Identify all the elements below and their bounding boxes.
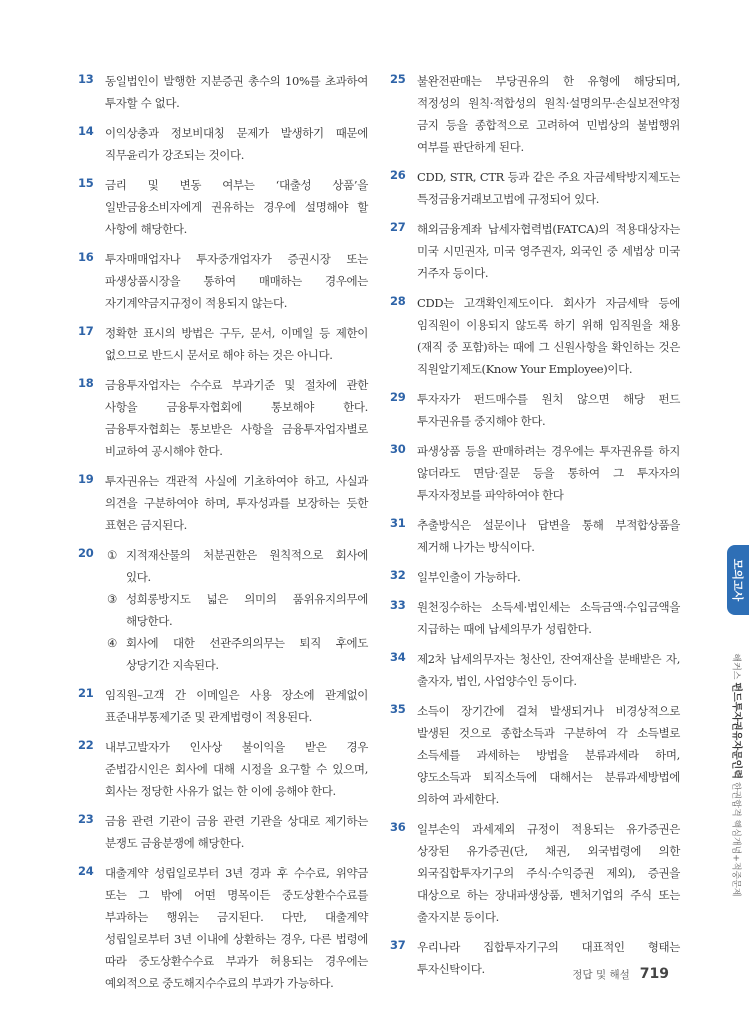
answer-text: 추출방식은 설문이나 답변을 통해 부적합상품을 제거해 나가는 방식이다.	[417, 518, 680, 554]
subitem-text: 성희롱방지도 넓은 의미의 품위유지의무에 해당한다.	[126, 592, 368, 628]
answer-text: 임직원–고객 간 이메일은 사용 장소에 관계없이 표준내부통제기준 및 관계법령이 적용된다.	[105, 688, 368, 724]
answer-item	[78, 470, 368, 536]
footer-label: 정답 및 해설	[572, 969, 630, 981]
book-subtitle: 한권합격 핵심개념+적중문제	[730, 781, 741, 897]
answer-subitem	[105, 588, 368, 632]
subitem-marker: ①	[107, 548, 118, 562]
answer-number: 16	[78, 250, 94, 264]
answer-number: 37	[390, 938, 406, 952]
subitem-marker: ③	[107, 592, 118, 606]
answer-number: 28	[390, 294, 406, 308]
answer-text: 파생상품 등을 판매하려는 경우에는 투자권유를 하지 않더라도 면담·질문 등을 통하여 그 투자자의 투자자정보를 파악하여야 한다	[417, 444, 680, 502]
answer-text: 우리나라 집합투자기구의 대표적인 형태는 투자신탁이다.	[417, 940, 680, 976]
subitem-text: 회사에 대한 선관주의의무는 퇴직 후에도 상당기간 지속된다.	[126, 636, 368, 672]
answer-item	[78, 174, 368, 240]
answer-item	[390, 292, 680, 380]
answer-number: 22	[78, 738, 94, 752]
answer-number: 30	[390, 442, 406, 456]
answer-item	[78, 544, 368, 676]
answer-text: 해외금융계좌 납세자협력법(FATCA)의 적용대상자는 미국 시민권자, 미국 영주권자, 외국인 중 세법상 미국 거주자 등이다.	[417, 222, 680, 280]
answer-item	[390, 388, 680, 432]
answer-number: 35	[390, 702, 406, 716]
answer-number: 32	[390, 568, 406, 582]
book-title	[731, 653, 746, 896]
answer-text: 이익상충과 정보비대칭 문제가 발생하기 때문에 직무윤리가 강조되는 것이다.	[105, 126, 368, 162]
answer-item	[78, 322, 368, 366]
answer-number: 23	[78, 812, 94, 826]
section-tab[interactable]	[727, 545, 749, 615]
answer-text: 투자권유는 객관적 사실에 기초하여야 하고, 사실과 의견을 구분하여야 하며, 투자성과를 보장하는 듯한 표현은 금지된다.	[105, 474, 368, 532]
answer-item	[78, 684, 368, 728]
answer-number: 25	[390, 72, 406, 86]
page-footer	[572, 966, 669, 982]
answer-item	[78, 862, 368, 994]
answer-item	[390, 440, 680, 506]
book-brand: 해커스	[730, 653, 741, 680]
answer-text: 소득이 장기간에 걸쳐 발생되거나 비경상적으로 발생된 것으로 종합소득과 구분하여 각 소득별로 소득세를 과세하는 방법을 분류과세라 하며, 양도소득과 퇴직소득에 대해서는 분류과세방법에 의하여 과세한다.	[417, 704, 680, 806]
answer-item	[390, 700, 680, 810]
right-column	[390, 70, 680, 988]
answer-text: 불완전판매는 부당권유의 한 유형에 해당되며, 적정성의 원칙·적합성의 원칙·설명의무·손실보전약정 금지 등을 종합적으로 고려하여 민법상의 불법행위 여부를 판단하게 된다.	[417, 74, 680, 154]
answer-item	[390, 818, 680, 928]
answer-item	[390, 566, 680, 588]
answer-text: 동일법인이 발행한 지분증권 총수의 10%를 초과하여 투자할 수 없다.	[105, 74, 368, 110]
answer-number: 34	[390, 650, 406, 664]
answer-number: 21	[78, 686, 94, 700]
answer-text: 일부인출이 가능하다.	[417, 570, 521, 584]
page-number: 719	[639, 966, 669, 982]
answer-text: 정확한 표시의 방법은 구두, 문서, 이메일 등 제한이 없으므로 반드시 문서로 해야 하는 것은 아니다.	[105, 326, 368, 362]
answer-item	[78, 70, 368, 114]
answer-item	[78, 374, 368, 462]
subitem-text: 지적재산물의 처분권한은 원칙적으로 회사에 있다.	[126, 548, 368, 584]
answer-number: 29	[390, 390, 406, 404]
answer-subitem	[105, 544, 368, 588]
answer-number: 13	[78, 72, 94, 86]
answer-item	[390, 166, 680, 210]
subitem-marker: ④	[107, 636, 118, 650]
answer-item	[390, 218, 680, 284]
book-main-title: 펀드투자권유자문인력	[730, 682, 742, 779]
answer-text: 투자매매업자나 투자중개업자가 증권시장 또는 파생상품시장을 통하여 매매하는 경우에는 자기계약금지규정이 적용되지 않는다.	[105, 252, 368, 310]
answer-text: 금융투자업자는 수수료 부과기준 및 절차에 관한 사항을 금융투자협회에 통보해야 한다. 금융투자협회는 통보받은 사항을 금융투자업자별로 비교하여 공시해야 한다.	[105, 378, 368, 458]
answer-number: 15	[78, 176, 94, 190]
answer-item	[390, 596, 680, 640]
answer-number: 18	[78, 376, 94, 390]
answer-number: 31	[390, 516, 406, 530]
answer-number: 19	[78, 472, 94, 486]
answer-number: 26	[390, 168, 406, 182]
answer-number: 24	[78, 864, 94, 878]
answer-number: 27	[390, 220, 406, 234]
answer-item	[390, 514, 680, 558]
answer-number: 14	[78, 124, 94, 138]
answer-text: 내부고발자가 인사상 불이익을 받은 경우 준법감시인은 회사에 대해 시정을 요구할 수 있으며, 회사는 정당한 사유가 없는 한 이에 응해야 한다.	[105, 740, 368, 798]
answer-number: 17	[78, 324, 94, 338]
answer-number: 33	[390, 598, 406, 612]
answer-text: 금융 관련 기관이 금융 관련 기관을 상대로 제기하는 분쟁도 금융분쟁에 해당한다.	[105, 814, 368, 850]
answer-item	[78, 736, 368, 802]
answer-item	[78, 248, 368, 314]
answer-text: CDD는 고객확인제도이다. 회사가 자금세탁 등에 임직원이 이용되지 않도록 하기 위해 임직원을 채용(재직 중 포함)하는 때에 그 신원사항을 확인하는 것은 직원알기제도(Know Your Employee)이다.	[417, 296, 680, 376]
answer-text: 일부손익 과세제외 규정이 적용되는 유가증권은 상장된 유가증권(단, 채권, 외국법령에 의한 외국집합투자기구의 주식·수익증권 제외), 증권을 대상으로 하는 장내파생상품, 벤처기업의 주식 또는 출자지분 등이다.	[417, 822, 680, 924]
answer-text: 제2차 납세의무자는 청산인, 잔여재산을 분배받은 자, 출자자, 법인, 사업양수인 등이다.	[417, 652, 680, 688]
answer-item	[78, 810, 368, 854]
answer-item	[390, 648, 680, 692]
answer-text: 대출계약 성립일로부터 3년 경과 후 수수료, 위약금 또는 그 밖에 어떤 명목이든 중도상환수수료를 부과하는 행위는 금지된다. 다만, 대출계약 성립일로부터 3년 이내에 상환하는 경우, 다른 법령에 따라 중도상환수수료 부과가 허용되는 경우에는 예외적으로 중도해지수수료의 부과가 가능하다.	[105, 866, 368, 990]
answer-text: 원천징수하는 소득세·법인세는 소득금액·수입금액을 지급하는 때에 납세의무가 성립한다.	[417, 600, 680, 636]
answer-number: 20	[78, 546, 94, 560]
answer-subitem	[105, 632, 368, 676]
answer-text: 금리 및 변동 여부는 ‘대출성 상품’을 일반금융소비자에게 권유하는 경우에 설명해야 할 사항에 해당한다.	[105, 178, 368, 236]
section-tab-label: 모의고사	[731, 558, 744, 602]
answer-text: 투자자가 펀드매수를 원치 않으면 해당 펀드 투자권유를 중지해야 한다.	[417, 392, 680, 428]
left-column	[78, 70, 368, 1002]
answer-number: 36	[390, 820, 406, 834]
answer-item	[78, 122, 368, 166]
answer-text: CDD, STR, CTR 등과 같은 주요 자금세탁방지제도는 특정금융거래보고법에 규정되어 있다.	[417, 170, 680, 206]
answer-item	[390, 70, 680, 158]
